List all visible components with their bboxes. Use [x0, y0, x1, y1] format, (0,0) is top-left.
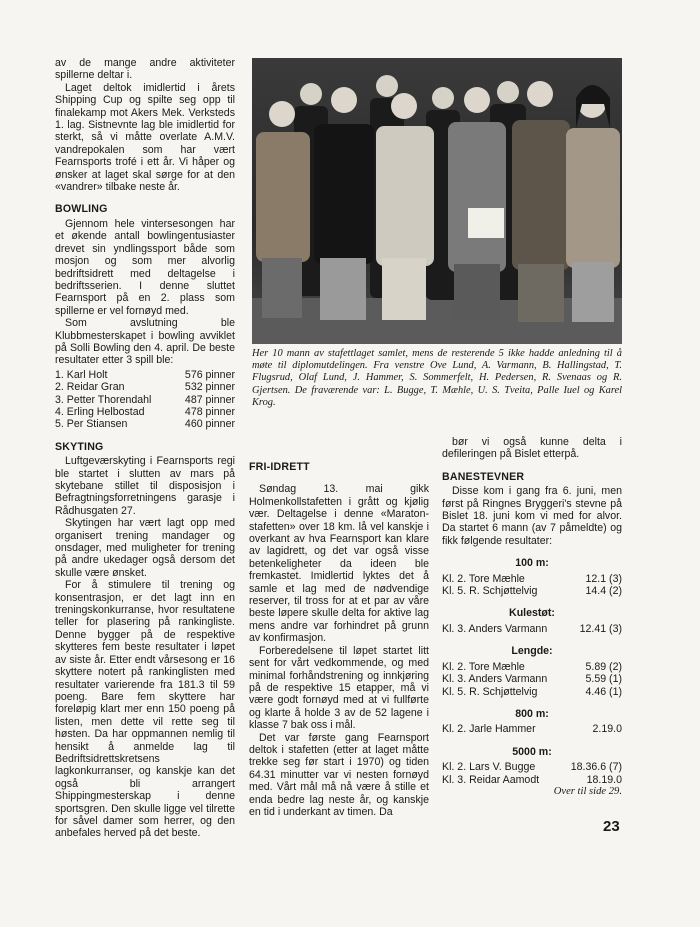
athlete-result: 5.59 (1) — [585, 673, 622, 686]
result-row — [442, 573, 622, 585]
list-item — [55, 418, 235, 430]
athlete-name: Kl. 2. Tore Mæhle — [442, 572, 525, 585]
athlete-name: Kl. 3. Anders Varmann — [442, 622, 548, 635]
list-item — [55, 394, 235, 406]
paragraph: Skytingen har vært lagt opp med organisert trening mandager og onsdager, med muligheter for trening på andre ukedager også dersom det skulle være ønsket. — [55, 517, 235, 579]
result-row — [442, 661, 622, 673]
page-number: 23 — [603, 818, 620, 835]
paragraph: Som avslutning ble Klubbmesterskapet i bowling avviklet på Solli Bowling den 4. april. De beste resultater etter 3 spill ble: — [55, 317, 235, 367]
athlete-result: 5.89 (2) — [585, 660, 622, 673]
athlete-result: 2.19.0 — [592, 723, 622, 736]
group-photo-image — [252, 58, 622, 344]
paragraph: Disse kom i gang fra 6. juni, men først på Ringnes Bryggeri's stevne på Bislet 18. juni kom vi med for alvor. Da startet 6 mann (av 7 påmeldte) og fikk følgende resultater: — [442, 485, 622, 547]
result-row — [442, 761, 622, 773]
section-heading-banestevner: BANESTEVNER — [442, 470, 525, 483]
paragraph: Forberedelsene til løpet startet litt sent for vårt vedkommende, og med minimal forhåndstrening og innkjøring på de respektive 15 etapper, må vi være godt fornøyd med at vi fullførte og klarte å holde 3 av de 52 lagene i klasse 7 bak oss i mål. — [249, 644, 429, 732]
section-heading-skyting: SKYTING — [55, 440, 104, 453]
player-score: 460 pinner — [184, 418, 235, 431]
athlete-result: 12.41 (3) — [579, 622, 622, 635]
player-name: 3. Petter Thorendahl — [55, 393, 152, 406]
continued-note: Over til side 29. — [553, 785, 622, 797]
athlete-result: 4.46 (1) — [585, 685, 622, 698]
athlete-result: 18.19.0 — [586, 773, 622, 786]
player-name: 5. Per Stiansen — [55, 418, 128, 431]
results-lengde — [442, 645, 622, 698]
list-item — [55, 369, 235, 381]
athlete-result: 14.4 (2) — [585, 585, 622, 598]
athlete-name: Kl. 3. Anders Varmann — [442, 673, 548, 686]
results-5000m — [442, 746, 622, 786]
section-heading-bowling: BOWLING — [55, 203, 108, 216]
column-middle — [249, 461, 429, 818]
result-row — [442, 686, 622, 698]
event-title: 5000 m: — [512, 745, 552, 758]
event-title: Kulestøt: — [509, 607, 555, 620]
athlete-name: Kl. 2. Jarle Hammer — [442, 723, 536, 736]
athlete-name: Kl. 3. Reidar Aamodt — [442, 773, 540, 786]
paragraph: Søndag 13. mai gikk Holmenkollstafetten i grått og kjølig vær. Deltagelse i denne «Maraton-stafetten» over 18 km. lå vel kanskje i overkant av hva Fearnsport kan klare av lagidrett, og det var også visse betenkeligheter da ideen ble fremkastet. Imidlertid lyktes det å samle et lag med de nødvendige reserver, til tross for at et par av våre beste løpere skulle delta for aktive lag mens andre var forhindret på grunn av konfirmasjon. — [249, 483, 429, 645]
player-name: 1. Karl Holt — [55, 368, 108, 381]
athlete-result: 18.36.6 (7) — [570, 761, 622, 774]
result-row — [442, 673, 622, 685]
list-item — [55, 381, 235, 393]
paragraph: av de mange andre aktiviteter spillerne deltar i. — [55, 57, 235, 82]
section-heading-fri-idrett: FRI-IDRETT — [249, 461, 310, 473]
player-score: 487 pinner — [184, 393, 235, 406]
result-row — [442, 623, 622, 635]
team-photo — [252, 58, 622, 344]
paragraph: bør vi også kunne delta i defileringen på Bislet etterpå. — [442, 436, 622, 461]
event-title: 100 m: — [515, 557, 549, 570]
athlete-name: Kl. 5. R. Schjøttelvig — [442, 585, 538, 598]
paragraph: For å stimulere til trening og konsentrasjon, er det lagt inn en treningskonkurranse, hvor resultatene teller for plasering på rankinglistе. Denne bygger på de respektive skytteres fem beste resultater i løpet av siste år. Etter endt vårsesong er 16 skyttere notert på rankinglisten med resultater varierende fra 181.3 til 59 poeng. Bare fem skyttere har foreløpig klart mer enn 150 poeng på listen, men dette vil rette seg til høsten. Da har oppmannen nemlig til hensikt å anmelde lag til Bedriftsidrettskretsens lagkonkurranser, og kanskje kan det også bli arrangert Shippingmesterskap i denne sportsgren. Den skulle ligge vel tilrette for såvel damer som herrer, og den anbefales herved på det beste. — [55, 579, 235, 840]
paragraph: Laget deltok imidlertid i årets Shipping Cup og spilte seg opp til finalekamp mot Akers Mek. Verksteds 1. lag. Sistnevnte lag ble imidlertid for sterkt, så vi måtte overlate A.M.V. vandrepokalen som har vært Fearnsports trofé i ett år. Vi håper og ønsker at laget skal sørge for at den «vandrer» tilbake neste år. — [55, 81, 235, 194]
list-item — [55, 406, 235, 418]
paragraph: Gjennom hele vintersesongen har et økende antall bowlingentusiaster drevet sin yndlingssport både som mosjon og som mer alvorlig bedriftsidrett med deltagelse i bedriftsserien. I denne sluttet Fearnsport på en 2. plass som spillerne er vel fornøyd med. — [55, 217, 235, 317]
player-score: 478 pinner — [184, 405, 235, 418]
results-kulestot — [442, 607, 622, 635]
results-800m — [442, 708, 622, 736]
column-right — [442, 436, 622, 798]
result-row — [442, 585, 622, 597]
paragraph: Det var første gang Fearnsport deltok i stafetten (etter at laget måtte trekke seg før start i 1970) og tiden 64.31 minutter var vi nesten fornøyd med. Vårt mål må nå være å stille et enda bedre lag neste år, og kanskje en tid i underkant av timen. Da — [249, 731, 429, 818]
player-name: 2. Reidar Gran — [55, 381, 125, 394]
results-100m — [442, 557, 622, 597]
athlete-result: 12.1 (3) — [585, 572, 622, 585]
photo-caption: Her 10 mann av stafettlaget samlet, mens de resterende 5 ikke hadde anledning til å møte til diplomutdelingen. Fra venstre Ove Lund, A. Varmann, B. Hallingstad, T. Flugsrud, Olaf Lund, J. Hammer, S. Sommerfelt, H. Pedersen, R. Svenaas og R. Gjertsen. De fraværende var: L. Bugge, T. Mæhle, U. S. Tveita, Palle Iuel og Karel Krog. — [252, 348, 622, 408]
athlete-name: Kl. 2. Tore Mæhle — [442, 660, 525, 673]
column-left — [55, 57, 235, 840]
bowling-results-list — [55, 369, 235, 431]
player-score: 576 pinner — [184, 368, 235, 381]
event-title: Lengde: — [511, 645, 553, 658]
player-score: 532 pinner — [184, 381, 235, 394]
result-row — [442, 774, 622, 786]
athlete-name: Kl. 5. R. Schjøttelvig — [442, 685, 538, 698]
event-title: 800 m: — [515, 707, 549, 720]
paragraph: Luftgeværskyting i Fearnsports regi ble startet i slutten av mars på skytebane stillet til disposisjon i Befragtningsforretningens garasje i Rådhusgaten 27. — [55, 455, 235, 517]
athlete-name: Kl. 2. Lars V. Bugge — [442, 761, 536, 774]
result-row — [442, 723, 622, 735]
player-name: 4. Erling Helbostad — [55, 405, 145, 418]
